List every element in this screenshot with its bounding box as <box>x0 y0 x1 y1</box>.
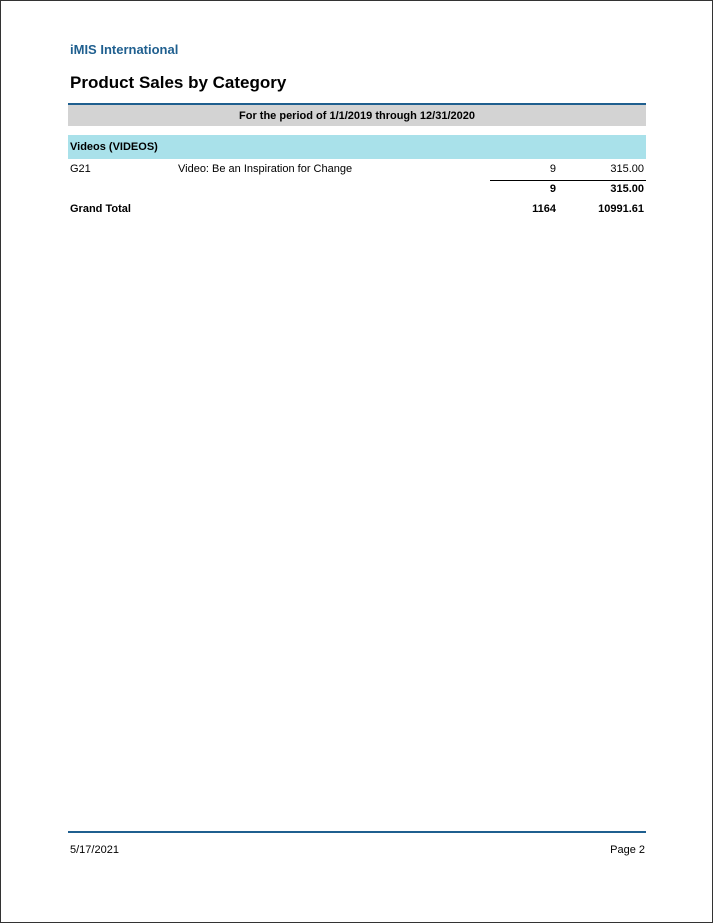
subtotal-row <box>70 183 646 197</box>
report-title: Product Sales by Category <box>70 73 287 92</box>
page-number: Page 2 <box>610 844 645 856</box>
grand-total-row <box>70 203 646 217</box>
grand-total-quantity: 1164 <box>532 203 556 215</box>
footer-divider <box>68 831 646 833</box>
item-code: G21 <box>70 163 91 175</box>
item-amount: 315.00 <box>610 163 644 175</box>
category-label: Videos (VIDEOS) <box>70 141 158 153</box>
footer-date: 5/17/2021 <box>70 844 119 856</box>
organization-name: iMIS International <box>70 42 179 57</box>
category-header <box>68 135 646 159</box>
grand-total-amount: 10991.61 <box>598 203 644 215</box>
period-label: For the period of 1/1/2019 through 12/31/2020 <box>239 109 475 122</box>
table-row <box>70 163 646 177</box>
item-quantity: 9 <box>549 163 556 175</box>
item-description: Video: Be an Inspiration for Change <box>178 163 353 175</box>
subtotal-amount: 315.00 <box>610 183 644 195</box>
subtotal-divider <box>490 180 646 181</box>
subtotal-quantity: 9 <box>549 183 556 195</box>
grand-total-label: Grand Total <box>70 203 131 215</box>
period-band <box>68 103 646 126</box>
